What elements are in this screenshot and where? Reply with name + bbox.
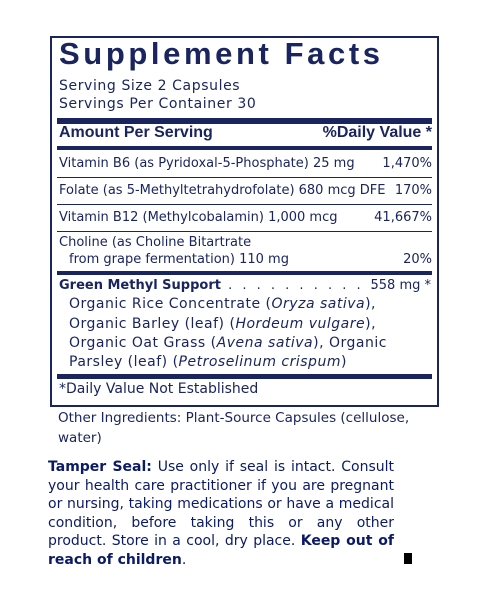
supplement-facts-panel [50,36,439,407]
thick-divider [57,374,432,379]
blend-ingredient [69,354,347,370]
tamper-text: Use only if seal is intact. Consult your health care practitioner if you are pregnant or nursing, taking medications or have a medical condition, before taking this or any other product. Store in a cool, dry place. [48,459,394,549]
medium-divider [57,146,432,150]
medium-divider [57,271,432,275]
other-ingredients: Other Ingredients: Plant-Source Capsules (cellulose, water) [58,410,410,446]
row-divider [57,177,432,178]
panel-title: Supplement Facts [59,36,384,71]
ingredient-text: ), Organic [313,335,387,351]
nutrient-name: Vitamin B6 (as Pyridoxal-5-Phosphate) 25 mg [59,156,355,171]
nutrient-dv: 1,470% [382,156,432,171]
amount-per-serving-header: Amount Per Serving [59,124,213,141]
serving-size: Serving Size 2 Capsules [59,78,241,94]
blend-label: Green Methyl Support [59,278,221,293]
nutrient-dv: 41,667% [374,210,432,225]
ingredient-text: Parsley (leaf) ( [69,354,179,370]
blend-name [59,278,378,293]
ingredient-latin: Oryza sativa [271,296,366,312]
daily-value-note: *Daily Value Not Established [59,381,259,397]
nutrient-name: Vitamin B12 (Methylcobalamin) 1,000 mcg [59,210,338,225]
nutrient-dv: 170% [394,183,432,198]
ingredient-text: Organic Barley (leaf) ( [69,316,236,332]
blend-ingredient [69,335,387,351]
daily-value-header: %Daily Value * [322,124,432,141]
blend-ingredient [69,296,376,312]
ingredient-latin: Petroselinum crispum [178,354,341,370]
ingredient-latin: Hordeum vulgare [235,316,366,332]
choline-line-1: Choline (as Choline Bitartrate [59,235,252,250]
servings-per-container: Servings Per Container 30 [59,96,257,112]
ingredient-latin: Avena sativa [216,335,314,351]
ingredient-text: ), [365,316,377,332]
nutrient-name: Folate (as 5-Methyltetrahydrofolate) 680 mcg DFE [59,183,386,198]
choline-line-2: from grape fermentation) 110 mg [69,252,289,267]
tamper-seal-warning [48,458,394,569]
row-divider [57,231,432,232]
choline-dv: 20% [403,252,432,267]
blend-dots: . . . . . . . . . . . [220,278,378,293]
keep-out-warning: Keep out of reach of children [48,533,394,568]
row-divider [57,204,432,205]
tamper-label: Tamper Seal: [48,459,152,475]
ingredient-text: ), [365,296,377,312]
ingredient-text: ) [340,354,347,370]
blend-amount: 558 mg * [370,278,431,293]
blend-ingredient [69,316,376,332]
registration-mark [404,553,412,564]
ingredient-text: Organic Oat Grass ( [69,335,217,351]
tamper-end: . [181,551,187,568]
ingredient-text: Organic Rice Concentrate ( [69,296,272,312]
